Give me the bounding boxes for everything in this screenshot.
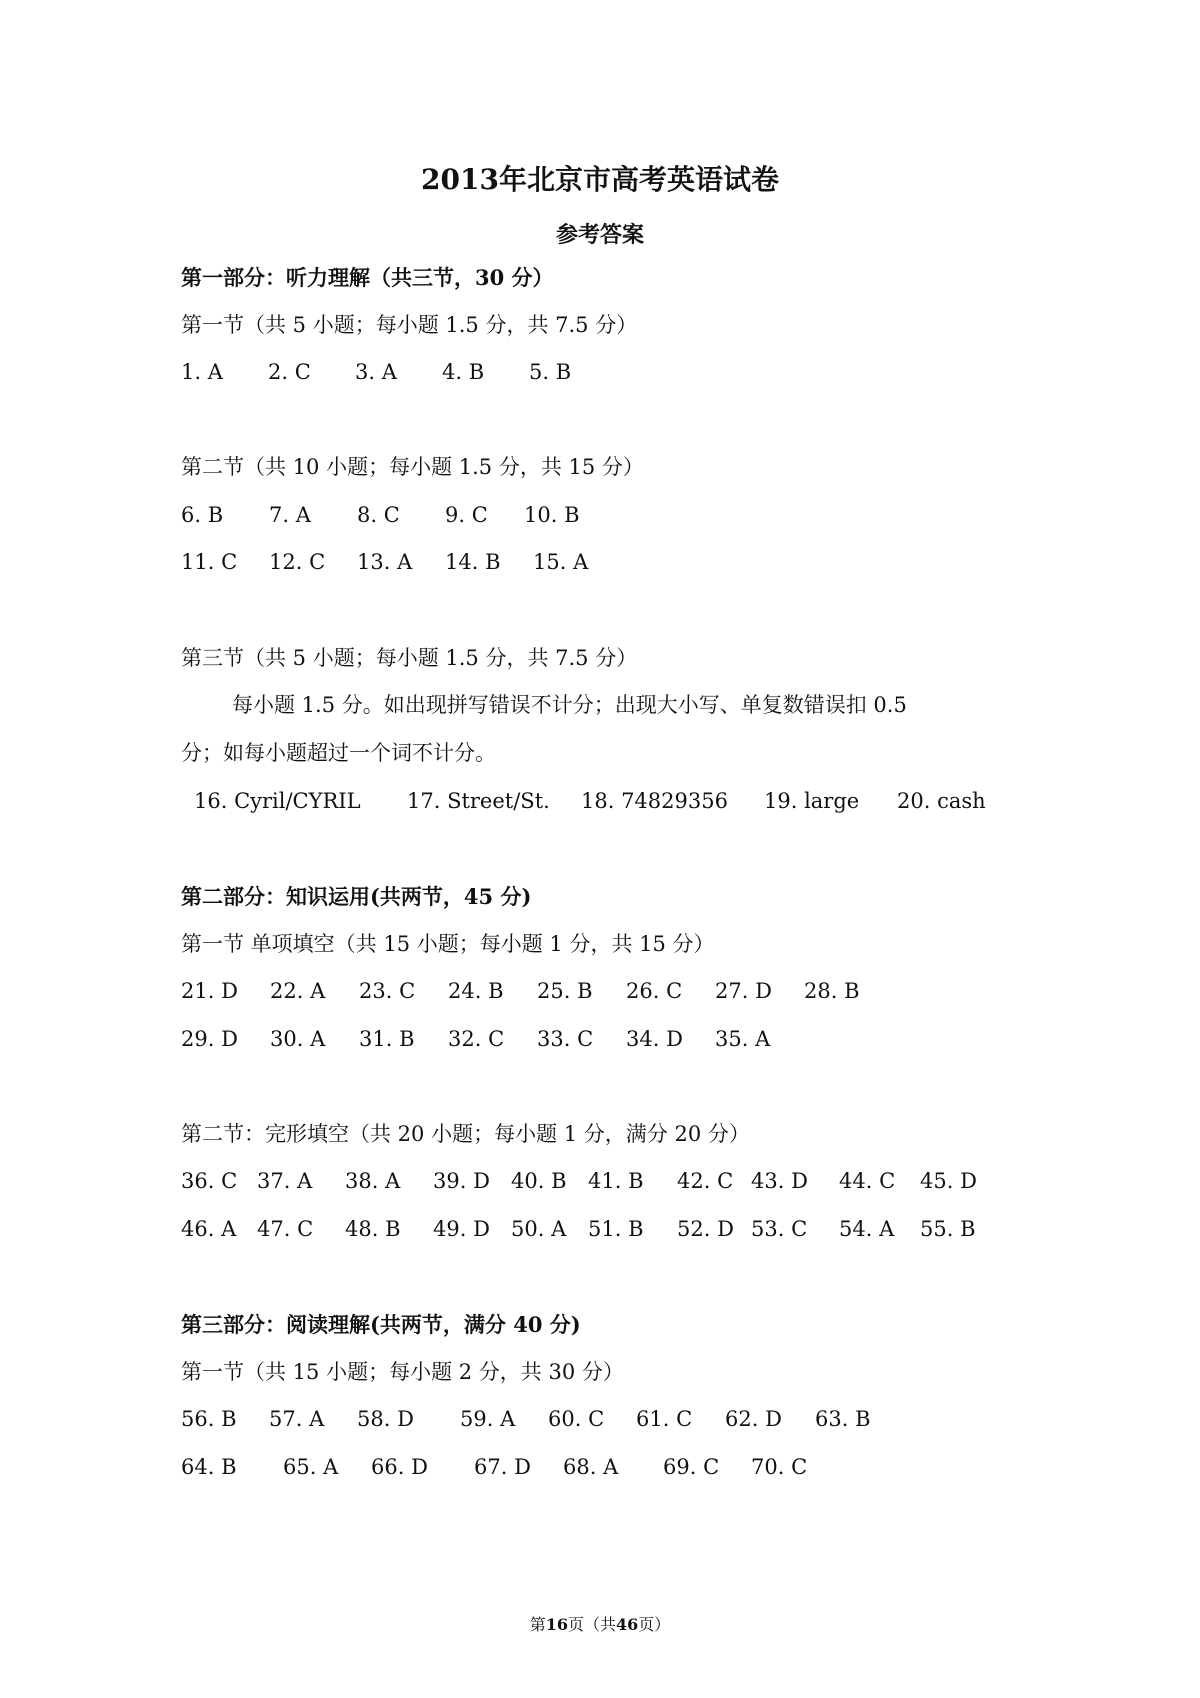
- answer-item: 54. A: [839, 1217, 895, 1241]
- answer-item: 30. A: [270, 1027, 326, 1051]
- answer-row: [181, 1166, 977, 1196]
- answer-item: 2. C: [268, 360, 311, 384]
- answer-item: 41. B: [588, 1169, 644, 1193]
- answer-item: 10. B: [524, 503, 580, 527]
- answer-item: 68. A: [563, 1455, 619, 1479]
- answer-item: 15. A: [533, 550, 589, 574]
- answer-row: [181, 976, 860, 1006]
- answer-item: 19. large: [764, 789, 860, 813]
- answer-item: 60. C: [548, 1407, 605, 1431]
- answer-item: 40. B: [511, 1169, 567, 1193]
- answer-item: 70. C: [751, 1455, 808, 1479]
- answer-item: 33. C: [537, 1027, 594, 1051]
- answer-item: 13. A: [357, 550, 413, 574]
- answer-item: 26. C: [626, 979, 683, 1003]
- answer-item: 9. C: [445, 503, 488, 527]
- footer-prefix: 第: [529, 1615, 546, 1634]
- answer-item: 66. D: [371, 1455, 428, 1479]
- page-footer: [0, 1612, 1200, 1635]
- answer-item: 32. C: [448, 1027, 505, 1051]
- answer-item: 69. C: [663, 1455, 720, 1479]
- answer-item: 14. B: [445, 550, 501, 574]
- part2-sec1-heading: 第一节 单项填空（共 15 小题；每小题 1 分，共 15 分）: [181, 932, 715, 956]
- answer-item: 56. B: [181, 1407, 237, 1431]
- answer-item: 22. A: [270, 979, 326, 1003]
- answer-item: 27. D: [715, 979, 772, 1003]
- answer-item: 35. A: [715, 1027, 771, 1051]
- answer-item: 64. B: [181, 1455, 237, 1479]
- answer-item: 1. A: [181, 360, 223, 384]
- answer-item: 63. B: [815, 1407, 871, 1431]
- answer-row: [181, 1214, 976, 1244]
- footer-total-pages: 46: [616, 1615, 639, 1634]
- answer-item: 57. A: [269, 1407, 325, 1431]
- page-subtitle: 参考答案: [555, 222, 644, 248]
- answer-item: 37. A: [257, 1169, 313, 1193]
- answer-row: [181, 500, 580, 530]
- answer-item: 51. B: [588, 1217, 644, 1241]
- scoring-note: 每小题 1.5 分。如出现拼写错误不计分；出现大小写、单复数错误扣 0.5: [232, 693, 907, 717]
- answer-row: [181, 1404, 871, 1434]
- part1-sec2-heading: 第二节（共 10 小题；每小题 1.5 分，共 15 分）: [181, 455, 644, 479]
- footer-page-number: 16: [545, 1615, 568, 1634]
- answer-row: [181, 357, 571, 387]
- answer-item: 7. A: [269, 503, 311, 527]
- answer-item: 4. B: [442, 360, 485, 384]
- answer-item: 17. Street/St.: [407, 789, 550, 813]
- answer-item: 25. B: [537, 979, 593, 1003]
- answer-item: 52. D: [677, 1217, 734, 1241]
- answer-item: 59. A: [460, 1407, 516, 1431]
- answer-row: [181, 1452, 807, 1482]
- answer-item: 36. C: [181, 1169, 238, 1193]
- scoring-note: 分；如每小题超过一个词不计分。: [181, 741, 496, 765]
- footer-middle: 页（共: [567, 1615, 616, 1634]
- answer-item: 31. B: [359, 1027, 415, 1051]
- part2-sec2-heading: 第二节：完形填空（共 20 小题；每小题 1 分，满分 20 分）: [181, 1122, 750, 1146]
- answer-item: 20. cash: [897, 789, 986, 813]
- answer-item: 18. 74829356: [581, 789, 728, 813]
- answer-item: 24. B: [448, 979, 504, 1003]
- answer-item: 23. C: [359, 979, 416, 1003]
- answer-item: 43. D: [751, 1169, 808, 1193]
- answer-item: 42. C: [677, 1169, 734, 1193]
- answer-item: 8. C: [357, 503, 400, 527]
- answer-item: 46. A: [181, 1217, 237, 1241]
- part1-sec1-heading: 第一节（共 5 小题；每小题 1.5 分，共 7.5 分）: [181, 313, 638, 337]
- page-title: 2013年北京市高考英语试卷: [421, 163, 779, 196]
- answer-item: 45. D: [920, 1169, 977, 1193]
- footer-suffix: 页）: [638, 1615, 671, 1634]
- answer-item: 48. B: [345, 1217, 401, 1241]
- answer-item: 29. D: [181, 1027, 238, 1051]
- answer-row: [181, 547, 588, 577]
- answer-item: 16. Cyril/CYRIL: [194, 789, 361, 813]
- answer-item: 67. D: [474, 1455, 531, 1479]
- answer-item: 11. C: [181, 550, 238, 574]
- answer-item: 12. C: [269, 550, 326, 574]
- part3-sec1-heading: 第一节（共 15 小题；每小题 2 分，共 30 分）: [181, 1360, 624, 1384]
- answer-item: 61. C: [636, 1407, 693, 1431]
- answer-item: 49. D: [433, 1217, 490, 1241]
- answer-item: 55. B: [920, 1217, 976, 1241]
- part2-heading: 第二部分：知识运用(共两节，45 分): [181, 884, 532, 909]
- answer-row: [194, 786, 986, 816]
- answer-item: 5. B: [529, 360, 572, 384]
- part1-sec3-heading: 第三节（共 5 小题；每小题 1.5 分，共 7.5 分）: [181, 646, 638, 670]
- answer-item: 21. D: [181, 979, 238, 1003]
- answer-item: 6. B: [181, 503, 224, 527]
- answer-item: 44. C: [839, 1169, 896, 1193]
- answer-item: 47. C: [257, 1217, 314, 1241]
- answer-row: [181, 1024, 770, 1054]
- answer-item: 28. B: [804, 979, 860, 1003]
- answer-item: 50. A: [511, 1217, 567, 1241]
- answer-item: 65. A: [283, 1455, 339, 1479]
- answer-item: 38. A: [345, 1169, 401, 1193]
- answer-item: 39. D: [433, 1169, 490, 1193]
- answer-item: 58. D: [357, 1407, 414, 1431]
- part1-heading: 第一部分：听力理解（共三节，30 分）: [181, 265, 554, 290]
- answer-item: 34. D: [626, 1027, 683, 1051]
- answer-item: 62. D: [725, 1407, 782, 1431]
- answer-item: 53. C: [751, 1217, 808, 1241]
- part3-heading: 第三部分：阅读理解(共两节，满分 40 分): [181, 1312, 581, 1337]
- answer-item: 3. A: [355, 360, 397, 384]
